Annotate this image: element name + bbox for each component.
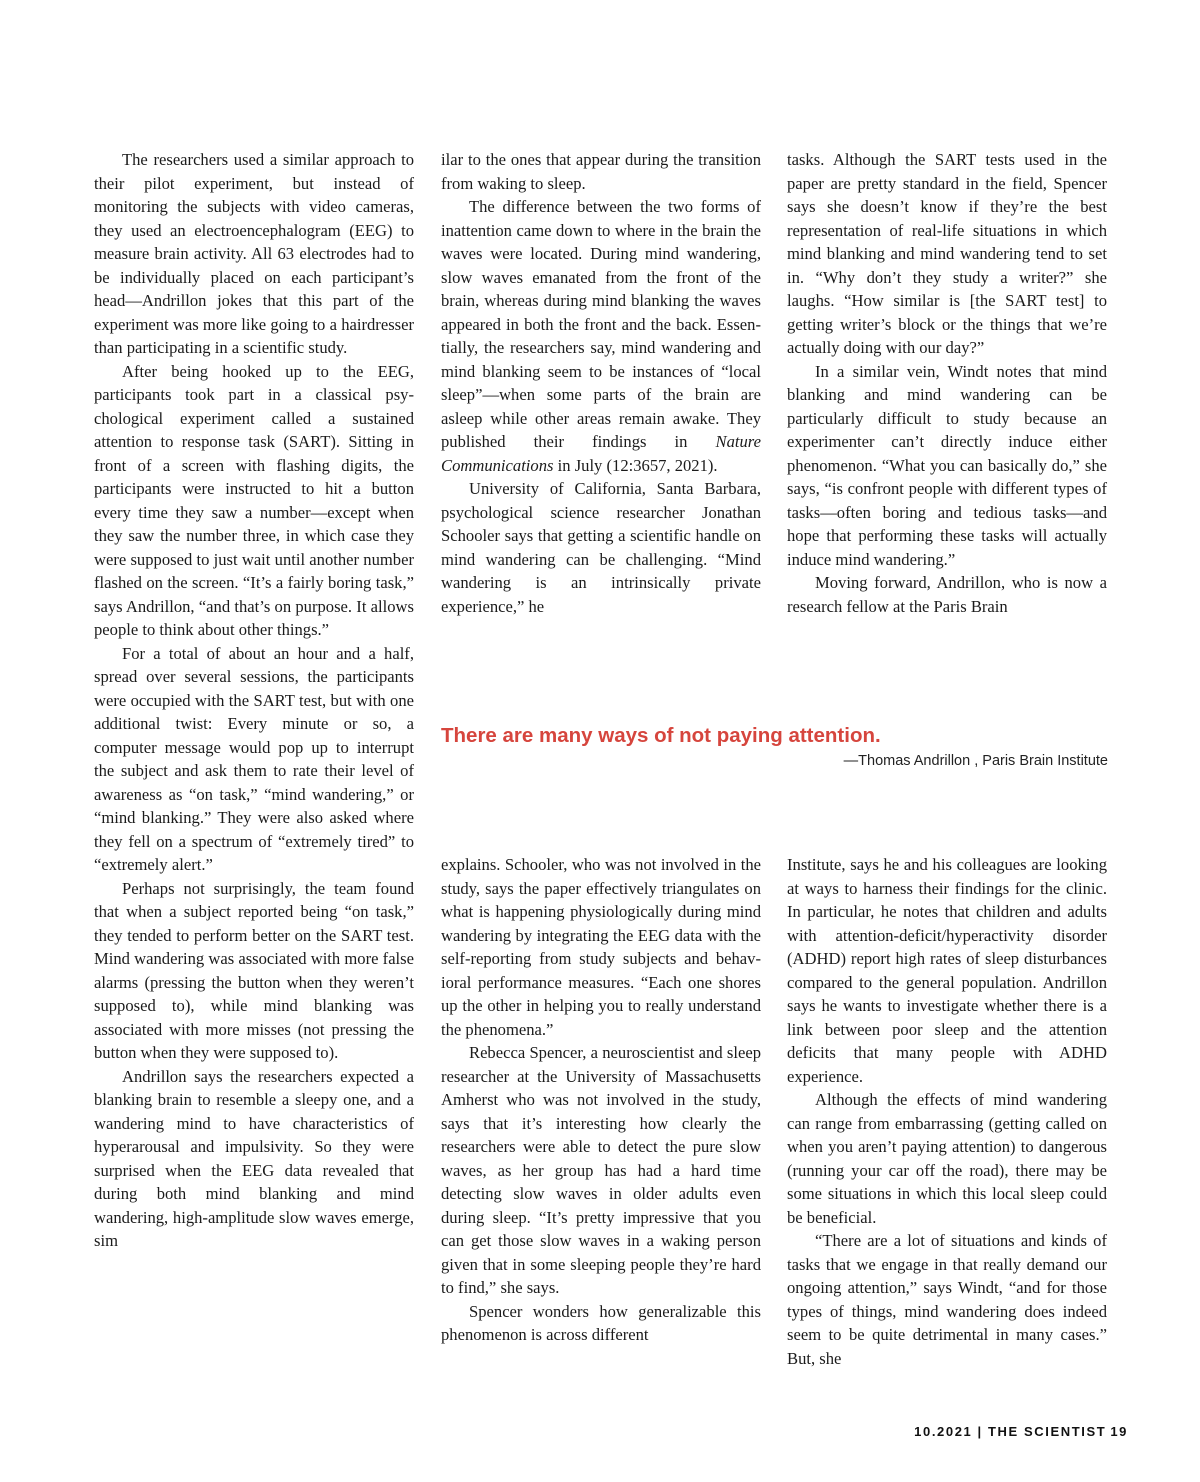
paragraph: “There are a lot of situations and kinds of tasks that we engage in that really demand our ongoing attention,” says Windt, “and for those types of things, mind wandering does indeed seem to be quite detrimental in many cases.” But, she bbox=[787, 1231, 1107, 1368]
pull-quote-attribution: —Thomas Andrillon , Paris Brain Institute bbox=[843, 753, 1108, 769]
paragraph: The researchers used a similar approach to their pilot experiment, but instead of monitoring the subjects with video cameras, they used an electroencephalogram (EEG) to measure brain activity. All 63 electrodes had to be individually placed on each participant’s head—Andrillon jokes that this part of the experiment was more like going to a hairdresser than participating in a scientific study. bbox=[94, 150, 414, 357]
issue-label: 10.2021 | THE SCIENTIST bbox=[914, 1424, 1107, 1439]
paragraph: explains. Schooler, who was not involved in the study, says the paper effectively triangulates on what is happening physiologically during mind wandering by integrating the EEG data with the self-reporting from study subjects and behavioral performance measures. “Each one shores up the other in helping you to really understand the phenomena.” bbox=[441, 855, 761, 1039]
article-column-2-top bbox=[441, 148, 761, 668]
paragraph: After being hooked up to the EEG, participants took part in a classical psychological experiment called a sustained attention to response task (SART). Sitting in front of a screen with flashing digits, the participants were instructed to hit a button every time they saw a number—except when they saw the number three, in which case they were supposed to just wait until another number flashed on the screen. “It’s a fairly boring task,” says Andrillon, “and that’s on purpose. It allows people to think about other things.” bbox=[94, 361, 414, 639]
paragraph: Perhaps not surprisingly, the team found that when a subject reported being “on task,” they tended to perform better on the SART test. Mind wandering was associated with more false alarms (pressing the button when they weren’t supposed to), while mind blanking was associated with more misses (not pressing the button when they were supposed to). bbox=[94, 878, 414, 1062]
article-column-3-bottom bbox=[787, 853, 1107, 1393]
paragraph bbox=[441, 195, 761, 477]
page-number: 19 bbox=[1110, 1424, 1128, 1439]
journal-name: Nature Communications bbox=[441, 432, 761, 475]
article-column-1 bbox=[94, 148, 414, 1400]
paragraph-text: The difference between the two forms of inattention came down to where in the brain the waves were located. During mind wandering, slow waves emanated from the front of the brain, whereas during mind blanking the waves appeared in both the front and the back. Essentially, the researchers say, mind wandering and mind blanking seem to be instances of “local sleep”—when some parts of the brain are asleep while other areas remain awake. They published their findings in bbox=[441, 197, 761, 451]
pull-quote-text: There are many ways of not paying attention. bbox=[441, 724, 881, 747]
paragraph: Although the effects of mind wandering can range from embarrassing (getting called on when you aren’t paying attention) to dangerous (running your car off the road), there may be some situations in which this local sleep could be beneficial. bbox=[787, 1090, 1107, 1227]
paragraph: Moving forward, Andrillon, who is now a research fellow at the Paris Brain bbox=[787, 573, 1107, 616]
article-column-2-bottom bbox=[441, 853, 761, 1393]
paragraph: University of California, Santa Barbara, psychological science researcher Jonathan Schooler says that getting a scientific handle on mind wandering can be challenging. “Mind wandering is an intrinsically private experience,” he bbox=[441, 479, 761, 616]
paragraph: tasks. Although the SART tests used in the paper are pretty standard in the field, Spencer says she doesn’t know if they’re the best representation of real-life situations in which mind blanking and mind wandering tend to set in. “Why don’t they study a writer?” she laughs. “How similar is [the SART test] to getting writer’s block or the things that we’re actually doing with our day?” bbox=[787, 150, 1107, 357]
paragraph-text: in July (12:3657, 2021). bbox=[553, 455, 718, 475]
paragraph: Rebecca Spencer, a neuroscientist and sleep researcher at the University of Massachusetts Amherst who was not involved in the study, says that it’s interesting how clearly the researchers were able to detect the pure slow waves, as her group has had a hard time detecting slow waves in older adults even during sleep. “It’s pretty impressive that you can get those slow waves in a waking person given that in some sleeping people they’re hard to find,” she says. bbox=[441, 1043, 761, 1297]
paragraph: In a similar vein, Windt notes that mind blanking and mind wandering can be particularly difficult to study because an experimenter can’t directly induce either phenomenon. “What you can basically do,” she says, “is confront people with different types of tasks—often boring and tedious tasks—and hope that performing these tasks will actually induce mind wandering.” bbox=[787, 361, 1107, 569]
paragraph: ilar to the ones that appear during the transition from waking to sleep. bbox=[441, 150, 761, 193]
article-column-3-top bbox=[787, 148, 1107, 668]
paragraph: For a total of about an hour and a half, spread over several sessions, the participants were occupied with the SART test, but with one additional twist: Every minute or so, a computer message would pop up to interrupt the subject and ask them to rate their level of awareness as “on task,” “mind wandering,” or “mind blanking.” They were also asked where they fell on a spectrum of “extremely tired” to “extremely alert.” bbox=[94, 643, 414, 874]
paragraph: Andrillon says the researchers expected a blanking brain to resemble a sleepy one, and a wandering mind to have characteristics of hyperarousal and impulsivity. So they were surprised when the EEG data revealed that during both mind blanking and mind wandering, high-amplitude slow waves emerge, sim bbox=[94, 1066, 414, 1250]
pull-quote bbox=[441, 722, 1108, 769]
paragraph: Spencer wonders how generalizable this phenomenon is across different bbox=[441, 1301, 761, 1344]
paragraph: Institute, says he and his colleagues are looking at ways to harness their findings for the clinic. In particular, he notes that children and adults with attention-deficit/hyperactivity disorder (ADHD) report high rates of sleep disturbances compared to the general population. Andrillon says he wants to investigate whether there is a link between poor sleep and the attention deficits that many people with ADHD experience. bbox=[787, 855, 1107, 1086]
page-footer bbox=[914, 1424, 1128, 1439]
